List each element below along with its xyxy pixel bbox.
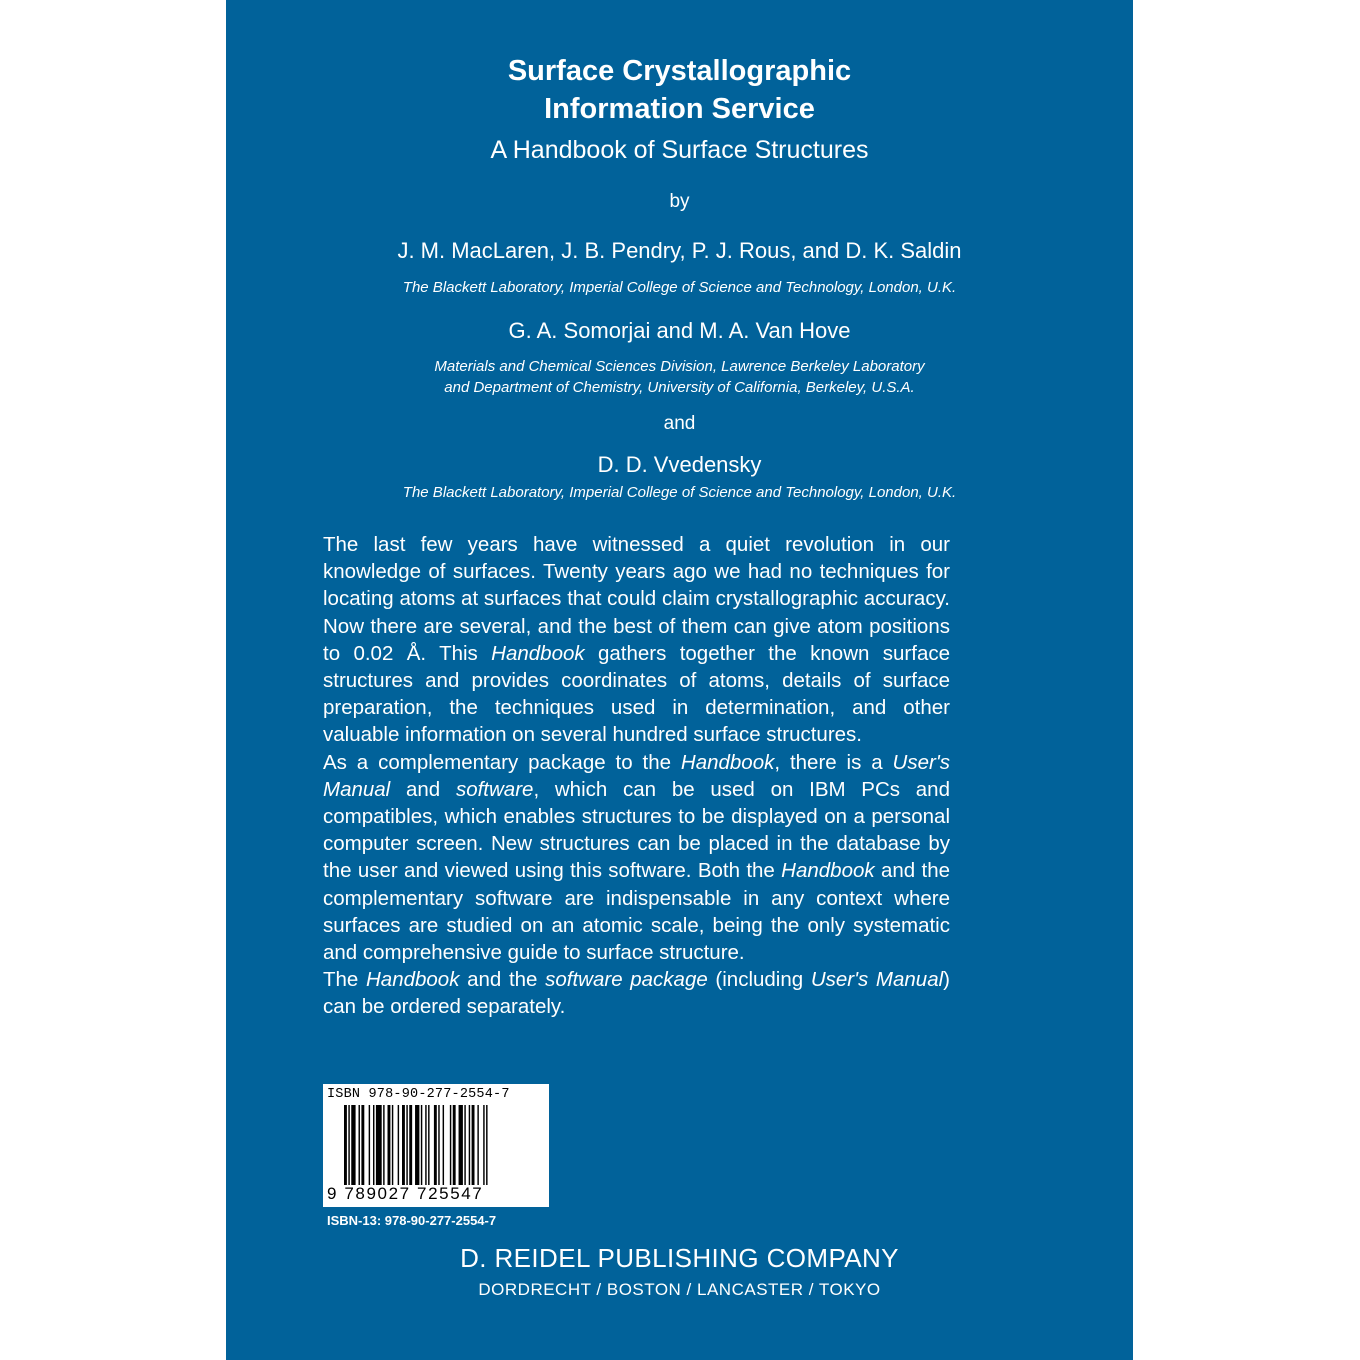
barcode-stripe [464, 1105, 465, 1185]
barcode-stripe [383, 1105, 384, 1185]
authors-group-2: G. A. Somorjai and M. A. Van Hove [508, 318, 851, 343]
barcode-stripe [344, 1105, 347, 1185]
affiliation-3: The Blackett Laboratory, Imperial College of Science and Technology, London, U.K. [402, 484, 957, 501]
blurb [323, 531, 950, 1021]
barcode-stripe [415, 1105, 419, 1185]
by-label: by [669, 191, 690, 212]
and-label: and [663, 413, 696, 434]
barcode-stripe [459, 1105, 463, 1185]
barcode-stripe [421, 1105, 422, 1185]
barcode-stripe [425, 1105, 426, 1185]
barcode-stripe [361, 1105, 364, 1185]
affiliation-1: The Blackett Laboratory, Imperial College of Science and Technology, London, U.K. [402, 279, 957, 296]
barcode-stripe [450, 1105, 451, 1185]
publisher-cities: DORDRECHT / BOSTON / LANCASTER / TOKYO [478, 1280, 881, 1299]
barcode-stripe [351, 1105, 355, 1185]
book-subtitle: A Handbook of Surface Structures [490, 136, 869, 164]
barcode-stripe [348, 1105, 349, 1185]
blurb-paragraph-2: As a complementary package to the Handbook, there is a User's Manual and software, which can be used on IBM PCs and compatibles, which enables structures to be displayed on a personal computer screen. New structures can be placed in the database by the user and viewed using this software. Both the Handbook and the complementary software are indispensable in any context where surfaces are studied on an atomic scale, being the only systematic and comprehensive guide to surface structure. [323, 750, 950, 965]
barcode-stripe [434, 1105, 437, 1185]
barcode-stripe [469, 1105, 470, 1185]
barcode-digits: 9 789027 725547 [327, 1184, 484, 1203]
book-back-cover [226, 0, 1133, 1360]
barcode-stripe [373, 1105, 374, 1185]
barcode-stripe [477, 1105, 478, 1185]
barcode-stripe [453, 1105, 456, 1185]
barcode-stripe [406, 1105, 407, 1185]
barcode-stripe [409, 1105, 412, 1185]
barcode-stripe [438, 1105, 439, 1185]
barcode-stripe [369, 1105, 370, 1185]
barcode-stripe [392, 1105, 393, 1185]
barcode-stripe [376, 1105, 382, 1185]
affiliation-2-line1: Materials and Chemical Sciences Division, Lawrence Berkeley Laboratory [434, 358, 925, 375]
barcode-stripe [483, 1105, 484, 1185]
barcode-stripe [472, 1105, 475, 1185]
book-title-line1: Surface Crystallographic [507, 55, 852, 87]
barcode-stripe [428, 1105, 429, 1185]
publisher-name: D. REIDEL PUBLISHING COMPANY [460, 1243, 899, 1273]
barcode-stripe [388, 1105, 391, 1185]
blurb-paragraph-1: The last few years have witnessed a quiet revolution in our knowledge of surfaces. Twenty years ago we had no techniques for locating atoms at surfaces that could claim crystallographic accuracy. Now there are several, and the best of them can give atom positions to 0.02 Å. This Handbook gathers together the known surface structures and provides coordinates of atoms, details of surface preparation, the techniques used in determination, and other valuable information on several hundred surface structures. [323, 533, 950, 747]
book-title-line2: Information Service [544, 93, 815, 125]
blurb-paragraph-3: The Handbook and the software package (including User's Manual) can be ordered separately. [323, 968, 950, 1019]
barcode-stripe [359, 1105, 360, 1185]
isbn-13-label: ISBN-13: 978-90-277-2554-7 [327, 1213, 497, 1228]
authors-group-3: D. D. Vvedensky [597, 452, 762, 477]
barcode-isbn-text: ISBN 978-90-277-2554-7 [327, 1087, 510, 1102]
authors-group-1: J. M. MacLaren, J. B. Pendry, P. J. Rous, and D. K. Saldin [397, 238, 962, 263]
barcode [323, 1084, 549, 1207]
barcode-stripe [443, 1105, 444, 1185]
barcode-stripe [402, 1105, 405, 1185]
barcode-stripe [398, 1105, 399, 1185]
barcode-stripe [486, 1105, 487, 1185]
barcode-bars-icon [344, 1105, 534, 1185]
affiliation-2-line2: and Department of Chemistry, University of California, Berkeley, U.S.A. [444, 379, 915, 396]
